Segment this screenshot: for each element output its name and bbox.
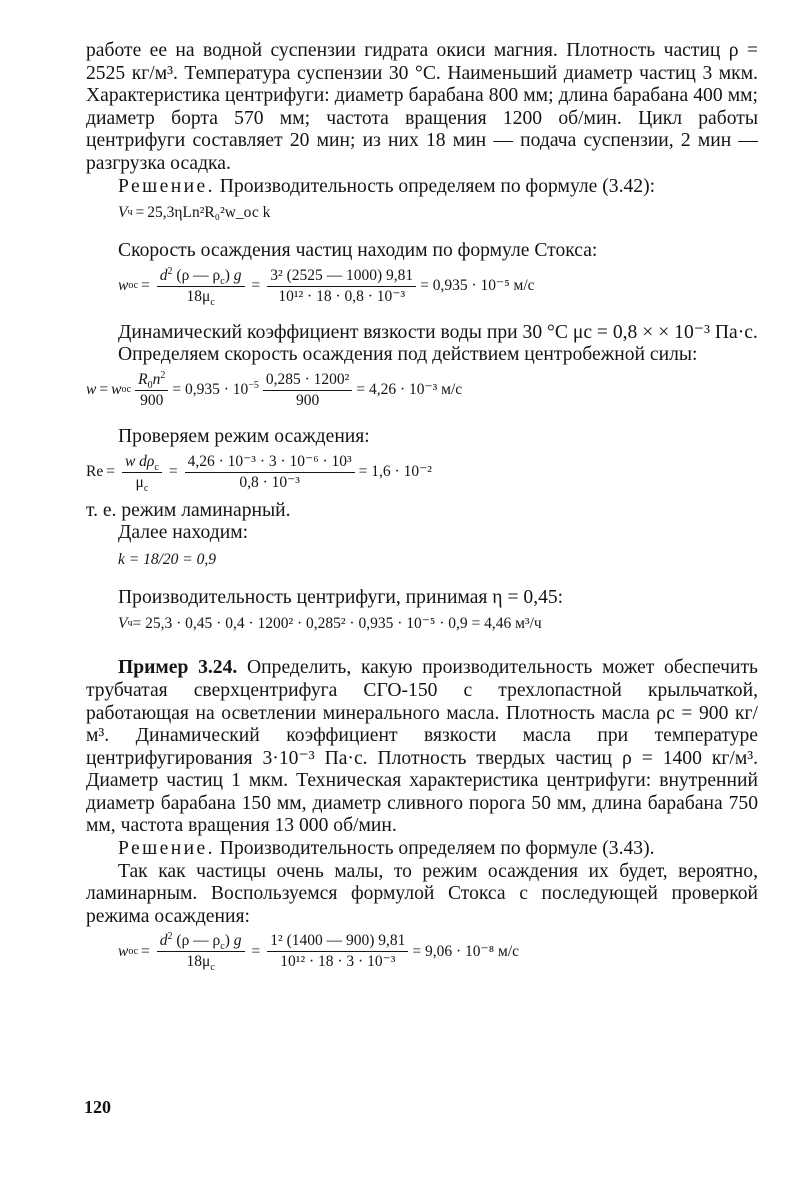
example-label: Пример 3.24. xyxy=(118,657,238,679)
example-3-24 xyxy=(86,657,758,838)
w-denominator: 900 xyxy=(295,391,320,409)
solution-2-label: Решение. xyxy=(118,838,215,860)
paragraph-laminar: т. е. режим ламинарный. xyxy=(86,499,291,521)
paragraph-productivity: Производительность центрифуги, принимая η = 0,45: xyxy=(118,586,564,608)
paragraph-intro: работе ее на водной суспензии гидрата окиси магния. Плотность частиц ρ = 2525 кг/м³. Температура суспензии 30 °С. Наименьший диаметр частиц 3 мкм. Характеристика центрифуги: диаметр барабана 800 мм; длина барабана 400 мм; диаметр борта 570 мм; частота вращения 1200 об/мин. Цикл работы центрифуги составляет 20 мин; из них 18 мин — подача суспензии, 2 мин — разгрузка осадка. xyxy=(86,40,758,174)
formula-stokes-2: w ос = $\frac{d^2 (\rho — \rho_c) g}{18\mu_c}$ = $\frac{\text{1² (1400 — 900) 9,81}}{\text{10¹² · 18 · 3 · 10⁻³}}$ = 9,06 · 10⁻⁸ м/с xyxy=(118,931,520,974)
vch-result: = 25,3 · 0,45 · 0,4 · 1200² · 0,285² · 0,935 · 10⁻⁵ · 0,9 = 4,46 м³/ч xyxy=(132,615,542,633)
formula-k xyxy=(86,549,758,571)
stokes2-numerator: 1² (1400 — 900) 9,81 xyxy=(267,932,408,952)
formula-re: Re = $\frac{w d\rho_c}{\mu_c}$ = $\frac{\text{4,26 · 10⁻³ · 3 · 10⁻⁶ · 10³}}{\text{0,8 · 10⁻³}}$ = 1,6 · 10⁻² xyxy=(86,452,432,494)
paragraph-stokes: Скорость осаждения частиц находим по формуле Стокса: xyxy=(118,240,598,262)
formula-vch-result: V ч = 25,3 · 0,45 · 0,4 · 1200² · 0,285² · 0,935 · 10⁻⁵ · 0,9 = 4,46 м³/ч xyxy=(86,613,758,635)
re-denominator: 0,8 · 10⁻³ xyxy=(239,473,300,491)
paragraph-small-particles: Так как частицы очень малы, то режим осаждения их будет, вероятно, ламинарным. Воспользуемся формулой Стокса с последующей проверкой режима осаждения: xyxy=(86,860,758,927)
stokes1-result: = 0,935 · 10⁻⁵ м/с xyxy=(420,277,535,295)
paragraph-viscosity: Динамический коэффициент вязкости воды при 30 °С μc = 0,8 × × 10⁻³ Па·с. xyxy=(118,321,758,343)
stokes2-result: = 9,06 · 10⁻⁸ м/с xyxy=(412,942,520,960)
solution-2 xyxy=(86,838,758,861)
page-content xyxy=(86,40,758,979)
paragraph-further: Далее находим: xyxy=(118,522,249,544)
formula-k-text: k = 18/20 = 0,9 xyxy=(118,550,216,568)
solution-2-text: Производительность определяем по формуле (3.43). xyxy=(214,838,655,860)
re-result: = 1,6 · 10⁻² xyxy=(358,463,432,481)
formula-vch-expr: 25,3ηLn²R₀²w_ос k xyxy=(147,204,271,222)
formula-w: w = w ос $\frac{R_0n^2}{900}$ = $0,935 \cdot 10^{-5}$ $\frac{\text{0,285 · 1200²}}{900}$ = 4,26 · 10⁻³ м/с xyxy=(86,369,463,409)
re-numerator: 4,26 · 10⁻³ · 3 · 10⁻⁶ · 10³ xyxy=(185,453,355,473)
solution-1 xyxy=(86,176,758,199)
stokes1-numerator: 3² (2525 — 1000) 9,81 xyxy=(267,267,416,287)
paragraph-check-mode: Проверяем режим осаждения: xyxy=(118,425,370,447)
w-result: = 4,26 · 10⁻³ м/с xyxy=(356,381,463,399)
stokes2-denominator: 10¹² · 18 · 3 · 10⁻³ xyxy=(280,953,396,971)
page-number: 120 xyxy=(84,1097,111,1117)
formula-stokes-1: w ос = $\frac{d^2 (\rho — \rho_c) g}{18\mu_c}$ = $\frac{\text{3² (2525 — 1000) 9,81}}{\text{10¹² · 18 · 0,8 · 10⁻³}}$ = 0,935 · 10⁻⁵ м/с xyxy=(118,265,535,308)
example-text: Определить, какую производительность может обеспечить трубчатая сверхцентрифуга СГО-150 с трехлопастной крыльчаткой, работающая на осветлении минерального масла. Плотность масла ρc = 900 кг/м³. Динамический коэффициент вязкости масла при температуре центрифугирования 3·10⁻³ Па·с. Плотность твердых частиц ρ = 1400 кг/м³. Диаметр частиц 1 мкм. Техническая характеристика центрифуги: внутренний диаметр барабана 150 мм, диаметр сливного порога 50 мм, длина барабана 750 мм, частота вращения 13 000 об/мин. xyxy=(86,657,758,837)
w-numerator: 0,285 · 1200² xyxy=(263,371,352,391)
solution-text: Производительность определяем по формуле (3.42): xyxy=(214,175,656,197)
paragraph-centrifugal: Определяем скорость осаждения под действием центробежной силы: xyxy=(118,344,698,366)
stokes1-denominator: 10¹² · 18 · 0,8 · 10⁻³ xyxy=(278,287,406,305)
solution-label: Решение. xyxy=(118,175,215,197)
formula-vch: V ч = 25,3ηLn²R₀²w_ос k xyxy=(86,202,758,224)
